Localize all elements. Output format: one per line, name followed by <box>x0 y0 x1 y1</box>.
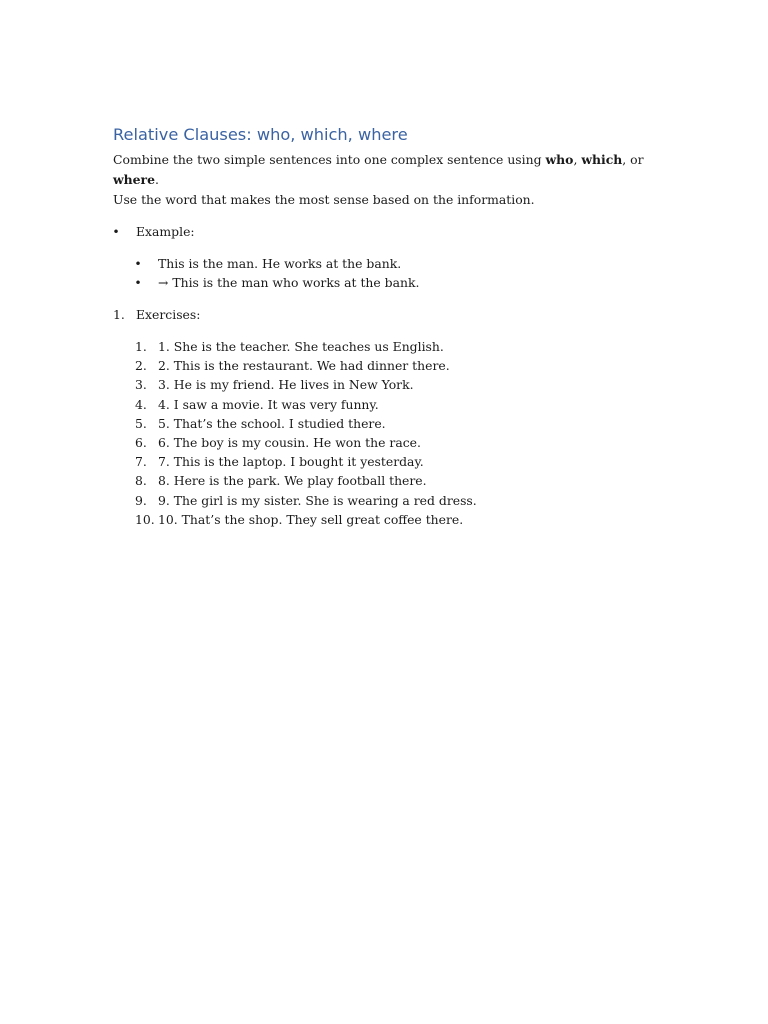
document-page <box>113 124 673 529</box>
page-title: Relative Clauses: who, which, where <box>113 125 408 144</box>
exercise-item <box>113 491 673 510</box>
exercises-number: 1. <box>113 307 125 322</box>
keyword-who: who <box>545 152 574 167</box>
exercise-item <box>113 433 673 452</box>
exercise-number: 3. <box>135 377 147 393</box>
example-heading <box>113 222 673 241</box>
exercise-text: 5. That’s the school. I studied there. <box>158 415 386 431</box>
bullet-icon: • <box>134 256 142 271</box>
keyword-where: where <box>113 172 155 187</box>
example-item <box>113 254 673 273</box>
instructions-line-2: Use the word that makes the most sense based on the information. <box>113 192 535 207</box>
exercise-number: 6. <box>135 435 147 451</box>
example-label: Example: <box>136 224 195 239</box>
exercise-item <box>113 510 673 529</box>
exercise-item <box>113 471 673 490</box>
exercise-number: 4. <box>135 396 147 412</box>
exercise-number: 1. <box>135 339 147 354</box>
example-list <box>113 254 673 292</box>
exercise-text: 3. He is my friend. He lives in New York. <box>158 377 414 393</box>
exercise-number: 5. <box>135 415 147 431</box>
exercise-text: 9. The girl is my sister. She is wearing a red dress. <box>158 492 477 508</box>
exercise-item <box>113 356 673 375</box>
exercise-item <box>113 395 673 414</box>
exercise-item <box>113 375 673 394</box>
exercise-number: 8. <box>135 473 147 489</box>
example-item-text: This is the man. He works at the bank. <box>158 256 402 271</box>
exercise-text: 2. This is the restaurant. We had dinner there. <box>158 358 450 374</box>
exercise-text: 1. She is the teacher. She teaches us English. <box>158 339 444 354</box>
bullet-icon: • <box>112 224 120 239</box>
exercise-item <box>113 452 673 471</box>
exercise-number: 10. <box>135 511 155 527</box>
exercises-label: Exercises: <box>136 307 201 322</box>
exercise-text: 6. The boy is my cousin. He won the race. <box>158 435 421 451</box>
bullet-icon: • <box>134 275 142 290</box>
exercise-number: 2. <box>135 358 147 374</box>
exercises-heading <box>113 305 673 324</box>
exercise-text: 8. Here is the park. We play football there. <box>158 473 427 489</box>
exercise-number: 9. <box>135 492 147 508</box>
exercise-list <box>113 337 673 529</box>
instructions: Combine the two simple sentences into one complex sentence using who, which, or where. Use the word that makes the most sense based on the information. <box>113 152 644 207</box>
example-item <box>113 273 673 292</box>
exercise-item <box>113 414 673 433</box>
exercise-text: 10. That’s the shop. They sell great coffee there. <box>158 511 464 527</box>
exercise-text: 4. I saw a movie. It was very funny. <box>158 396 379 412</box>
instructions-text: Combine the two simple sentences into one complex sentence using <box>113 152 546 167</box>
example-item-text: → This is the man who works at the bank. <box>158 275 420 290</box>
keyword-which: which <box>581 152 623 167</box>
exercise-number: 7. <box>135 454 147 470</box>
exercise-text: 7. This is the laptop. I bought it yesterday. <box>158 454 424 470</box>
exercise-item <box>113 337 673 356</box>
